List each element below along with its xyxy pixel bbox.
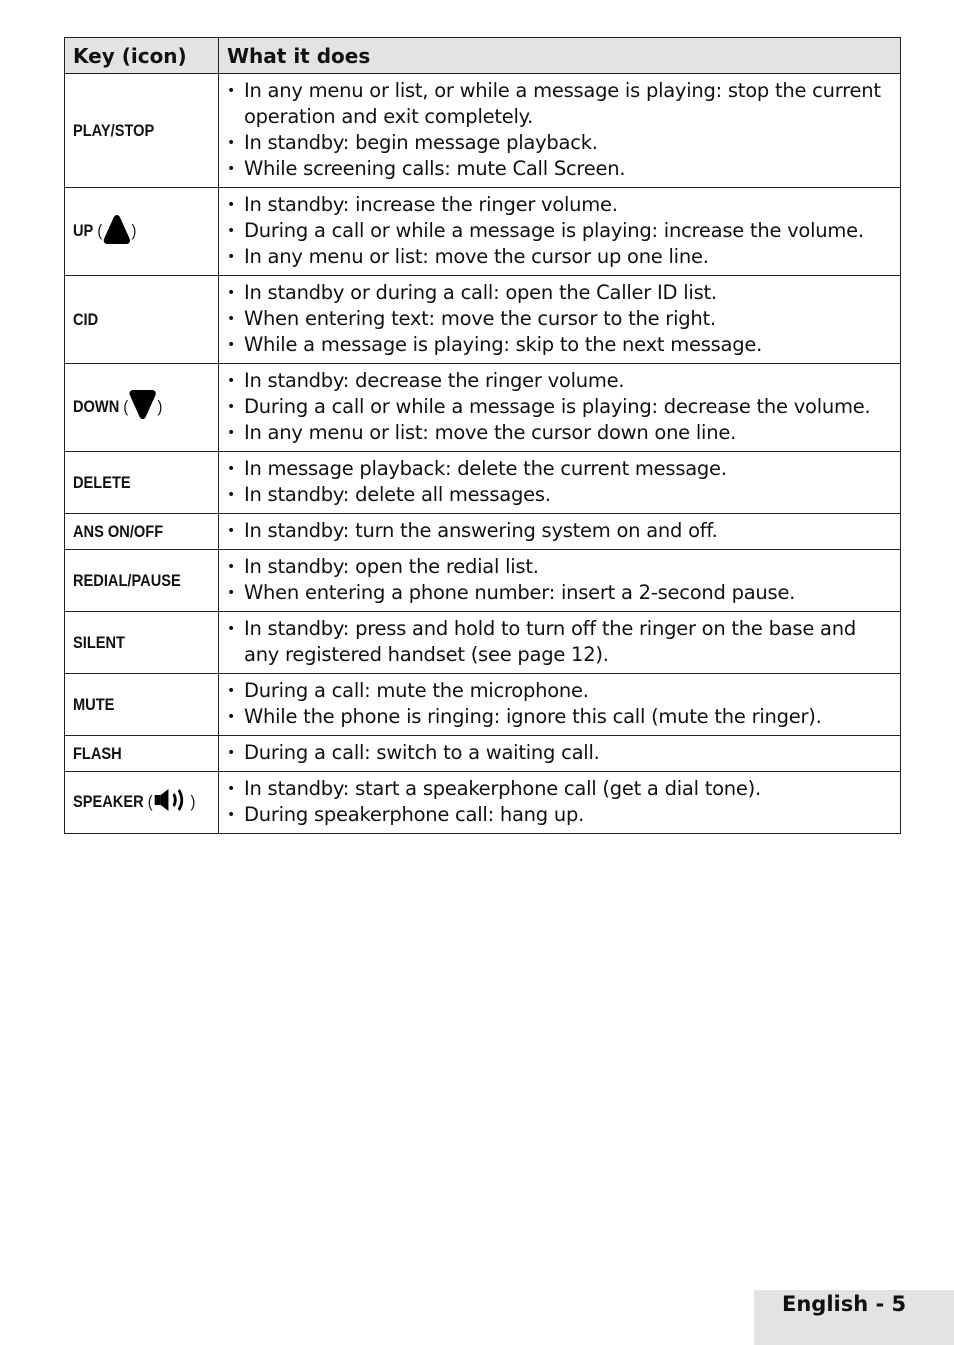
list-item (227, 244, 890, 270)
description-cell (219, 452, 901, 514)
key-cell (65, 364, 219, 452)
table-row (65, 276, 901, 364)
item-text: While a message is playing: skip to the next message. (244, 333, 763, 356)
list-item (227, 678, 890, 704)
bullet-icon: • (227, 399, 236, 415)
key-cell (65, 276, 219, 364)
key-name: CID (73, 309, 99, 329)
table-header-row (65, 38, 901, 74)
key-label (73, 522, 163, 542)
list-item (227, 456, 890, 482)
key-cell (65, 74, 219, 188)
table-row (65, 188, 901, 276)
key-name: REDIAL/PAUSE (73, 570, 181, 590)
list-item (227, 78, 890, 130)
item-text: In standby: open the redial list. (244, 555, 539, 578)
key-cell (65, 188, 219, 276)
item-text: In standby or during a call: open the Caller ID list. (244, 281, 717, 304)
list-item (227, 280, 890, 306)
key-label (73, 695, 114, 715)
item-text: While the phone is ringing: ignore this call (mute the ringer). (244, 705, 822, 728)
speaker-icon (153, 785, 191, 820)
key-label: SPEAKER ( ) (73, 785, 195, 820)
description-cell (219, 74, 901, 188)
up-triangle-icon (102, 213, 131, 250)
list-item (227, 368, 890, 394)
list-item (227, 580, 890, 606)
description-cell (219, 674, 901, 736)
description-cell (219, 550, 901, 612)
bullet-icon: • (227, 559, 236, 575)
key-label (73, 571, 181, 591)
key-name: PLAY/STOP (73, 120, 155, 140)
table-row (65, 736, 901, 772)
description-cell (219, 188, 901, 276)
bullet-icon: • (227, 373, 236, 389)
description-cell (219, 514, 901, 550)
table-row (65, 772, 901, 834)
list-item (227, 740, 890, 766)
key-name: DOWN (73, 396, 120, 416)
key-label (73, 310, 98, 330)
item-text: While screening calls: mute Call Screen. (244, 157, 626, 180)
key-label (73, 744, 122, 764)
item-text: In any menu or list, or while a message is playing: stop the current operation and exit completely. (244, 79, 881, 128)
bullet-icon: • (227, 285, 236, 301)
key-name: SPEAKER (73, 791, 144, 811)
key-label (73, 473, 131, 493)
list-item (227, 616, 890, 668)
list-item (227, 802, 890, 828)
key-cell (65, 736, 219, 772)
bullet-icon: • (227, 311, 236, 327)
list-item (227, 332, 890, 358)
item-text: During a call: mute the microphone. (244, 679, 589, 702)
bullet-icon: • (227, 83, 236, 99)
bullet-icon: • (227, 197, 236, 213)
key-cell (65, 452, 219, 514)
bullet-icon: • (227, 223, 236, 239)
key-name: ANS ON/OFF (73, 521, 164, 541)
item-text: In any menu or list: move the cursor down one line. (244, 421, 737, 444)
description-cell (219, 612, 901, 674)
bullet-icon: • (227, 807, 236, 823)
item-text: In any menu or list: move the cursor up one line. (244, 245, 709, 268)
list-item (227, 192, 890, 218)
page-footer (754, 1290, 954, 1345)
bullet-icon: • (227, 487, 236, 503)
item-text: During a call or while a message is playing: decrease the volume. (244, 395, 871, 418)
item-text: In message playback: delete the current message. (244, 457, 727, 480)
bullet-icon: • (227, 781, 236, 797)
bullet-icon: • (227, 745, 236, 761)
table-row (65, 612, 901, 674)
header-key: Key (icon) (65, 38, 219, 74)
key-name: SILENT (73, 632, 125, 652)
list-item (227, 420, 890, 446)
key-label (73, 121, 154, 141)
item-text: In standby: press and hold to turn off the ringer on the base and any registered handset (see page 12). (244, 617, 856, 666)
description-cell (219, 772, 901, 834)
item-text: In standby: start a speakerphone call (get a dial tone). (244, 777, 761, 800)
page-label: English - 5 (782, 1292, 907, 1316)
bullet-icon: • (227, 709, 236, 725)
table-row (65, 452, 901, 514)
item-text: In standby: begin message playback. (244, 131, 598, 154)
bullet-icon: • (227, 425, 236, 441)
description-cell (219, 276, 901, 364)
header-action: What it does (219, 38, 901, 74)
list-item (227, 218, 890, 244)
bullet-icon: • (227, 135, 236, 151)
description-cell (219, 364, 901, 452)
table-row (65, 364, 901, 452)
bullet-icon: • (227, 161, 236, 177)
key-label: DOWN ( ) (73, 389, 162, 426)
table-row (65, 550, 901, 612)
item-text: In standby: delete all messages. (244, 483, 551, 506)
item-text: In standby: decrease the ringer volume. (244, 369, 625, 392)
table-row (65, 514, 901, 550)
key-label: UP ( ) (73, 213, 136, 250)
list-item (227, 776, 890, 802)
bullet-icon: • (227, 523, 236, 539)
key-label (73, 633, 125, 653)
bullet-icon: • (227, 683, 236, 699)
bullet-icon: • (227, 585, 236, 601)
item-text: In standby: turn the answering system on and off. (244, 519, 718, 542)
description-cell (219, 736, 901, 772)
bullet-icon: • (227, 337, 236, 353)
key-name: MUTE (73, 694, 115, 714)
list-item (227, 306, 890, 332)
key-name: UP (73, 220, 94, 240)
table-row (65, 74, 901, 188)
list-item (227, 156, 890, 182)
item-text: When entering a phone number: insert a 2-second pause. (244, 581, 796, 604)
bullet-icon: • (227, 621, 236, 637)
list-item (227, 482, 890, 508)
key-function-table (64, 37, 901, 834)
key-cell (65, 550, 219, 612)
item-text: In standby: increase the ringer volume. (244, 193, 618, 216)
bullet-icon: • (227, 461, 236, 477)
list-item (227, 130, 890, 156)
list-item (227, 704, 890, 730)
key-name: FLASH (73, 743, 122, 763)
item-text: During speakerphone call: hang up. (244, 803, 585, 826)
key-cell (65, 612, 219, 674)
key-cell (65, 772, 219, 834)
list-item (227, 518, 890, 544)
list-item (227, 554, 890, 580)
bullet-icon: • (227, 249, 236, 265)
key-cell (65, 674, 219, 736)
item-text: During a call or while a message is playing: increase the volume. (244, 219, 864, 242)
table-row (65, 674, 901, 736)
list-item (227, 394, 890, 420)
key-cell (65, 514, 219, 550)
item-text: During a call: switch to a waiting call. (244, 741, 600, 764)
item-text: When entering text: move the cursor to the right. (244, 307, 716, 330)
key-name: DELETE (73, 472, 131, 492)
down-triangle-icon (128, 389, 157, 426)
